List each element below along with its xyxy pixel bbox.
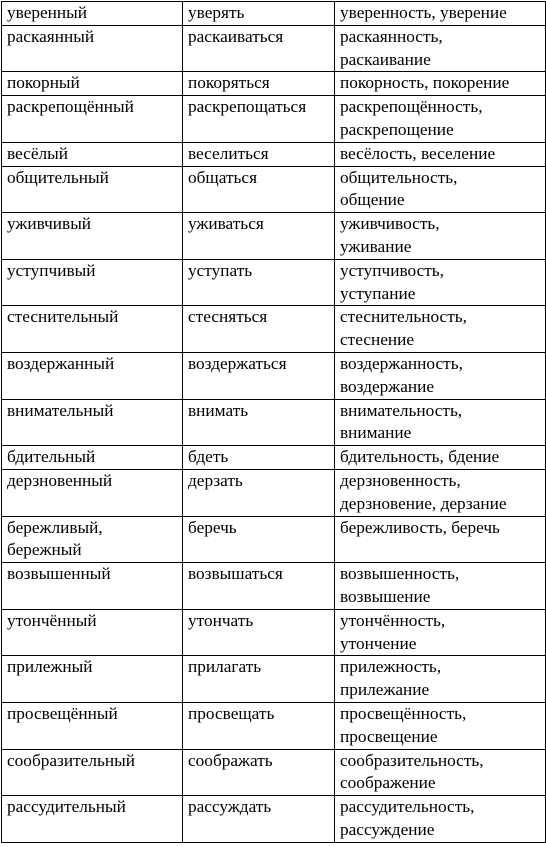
- verb-cell: воздержаться: [183, 352, 335, 399]
- table-row: [2, 749, 546, 796]
- adjective-cell: бережливый, бережный: [2, 516, 183, 563]
- noun-cell: раскрепощённость, раскрепощение: [335, 96, 546, 143]
- noun-cell: стеснительность, стеснение: [335, 306, 546, 353]
- table-row: [2, 25, 546, 72]
- noun-cell: раскаянность, раскаивание: [335, 25, 546, 72]
- verb-cell: покоряться: [183, 72, 335, 96]
- adjective-cell: покорный: [2, 72, 183, 96]
- table-row: [2, 259, 546, 306]
- verb-cell: внимать: [183, 399, 335, 446]
- noun-cell: бережливость, беречь: [335, 516, 546, 563]
- table-row: [2, 96, 546, 143]
- noun-cell: бдительность, бдение: [335, 446, 546, 470]
- verb-cell: общаться: [183, 166, 335, 213]
- adjective-cell: утончённый: [2, 609, 183, 656]
- table-row: [2, 352, 546, 399]
- adjective-cell: общительный: [2, 166, 183, 213]
- verb-cell: бдеть: [183, 446, 335, 470]
- table-row: [2, 142, 546, 166]
- table-body: [2, 2, 546, 843]
- table-row: [2, 516, 546, 563]
- noun-cell: рассудительность, рассуждение: [335, 796, 546, 843]
- noun-cell: уживчивость, уживание: [335, 213, 546, 260]
- table-row: [2, 399, 546, 446]
- noun-cell: утончённость, утончение: [335, 609, 546, 656]
- adjective-cell: прилежный: [2, 656, 183, 703]
- table-row: [2, 213, 546, 260]
- adjective-cell: уступчивый: [2, 259, 183, 306]
- verb-cell: раскаиваться: [183, 25, 335, 72]
- verb-cell: уступать: [183, 259, 335, 306]
- verb-cell: возвышаться: [183, 563, 335, 610]
- verb-cell: раскрепощаться: [183, 96, 335, 143]
- adjective-cell: просвещённый: [2, 702, 183, 749]
- table-row: [2, 563, 546, 610]
- verb-cell: уверять: [183, 2, 335, 26]
- adjective-cell: воздержанный: [2, 352, 183, 399]
- noun-cell: дерзновенность, дерзновение, дерзание: [335, 469, 546, 516]
- table-row: [2, 656, 546, 703]
- table-row: [2, 446, 546, 470]
- verb-cell: дерзать: [183, 469, 335, 516]
- adjective-cell: весёлый: [2, 142, 183, 166]
- noun-cell: покорность, покорение: [335, 72, 546, 96]
- noun-cell: просвещённость, просвещение: [335, 702, 546, 749]
- adjective-cell: раскаянный: [2, 25, 183, 72]
- noun-cell: воздержанность, воздержание: [335, 352, 546, 399]
- noun-cell: возвышенность, возвышение: [335, 563, 546, 610]
- verb-cell: стесняться: [183, 306, 335, 353]
- verb-cell: соображать: [183, 749, 335, 796]
- noun-cell: внимательность, внимание: [335, 399, 546, 446]
- noun-cell: общительность, общение: [335, 166, 546, 213]
- verb-cell: уживаться: [183, 213, 335, 260]
- table-row: [2, 306, 546, 353]
- noun-cell: уступчивость, уступание: [335, 259, 546, 306]
- table-row: [2, 166, 546, 213]
- word-formation-table: [1, 1, 546, 843]
- noun-cell: весёлость, веселение: [335, 142, 546, 166]
- table-row: [2, 796, 546, 843]
- table-row: [2, 702, 546, 749]
- adjective-cell: уверенный: [2, 2, 183, 26]
- verb-cell: прилагать: [183, 656, 335, 703]
- adjective-cell: дерзновенный: [2, 469, 183, 516]
- adjective-cell: сообразительный: [2, 749, 183, 796]
- verb-cell: утончать: [183, 609, 335, 656]
- adjective-cell: стеснительный: [2, 306, 183, 353]
- adjective-cell: уживчивый: [2, 213, 183, 260]
- noun-cell: сообразительность, соображение: [335, 749, 546, 796]
- verb-cell: просвещать: [183, 702, 335, 749]
- verb-cell: рассуждать: [183, 796, 335, 843]
- verb-cell: беречь: [183, 516, 335, 563]
- adjective-cell: внимательный: [2, 399, 183, 446]
- table-row: [2, 2, 546, 26]
- adjective-cell: возвышенный: [2, 563, 183, 610]
- adjective-cell: рассудительный: [2, 796, 183, 843]
- verb-cell: веселиться: [183, 142, 335, 166]
- table-row: [2, 609, 546, 656]
- noun-cell: уверенность, уверение: [335, 2, 546, 26]
- table-row: [2, 72, 546, 96]
- adjective-cell: бдительный: [2, 446, 183, 470]
- table-row: [2, 469, 546, 516]
- noun-cell: прилежность, прилежание: [335, 656, 546, 703]
- adjective-cell: раскрепощённый: [2, 96, 183, 143]
